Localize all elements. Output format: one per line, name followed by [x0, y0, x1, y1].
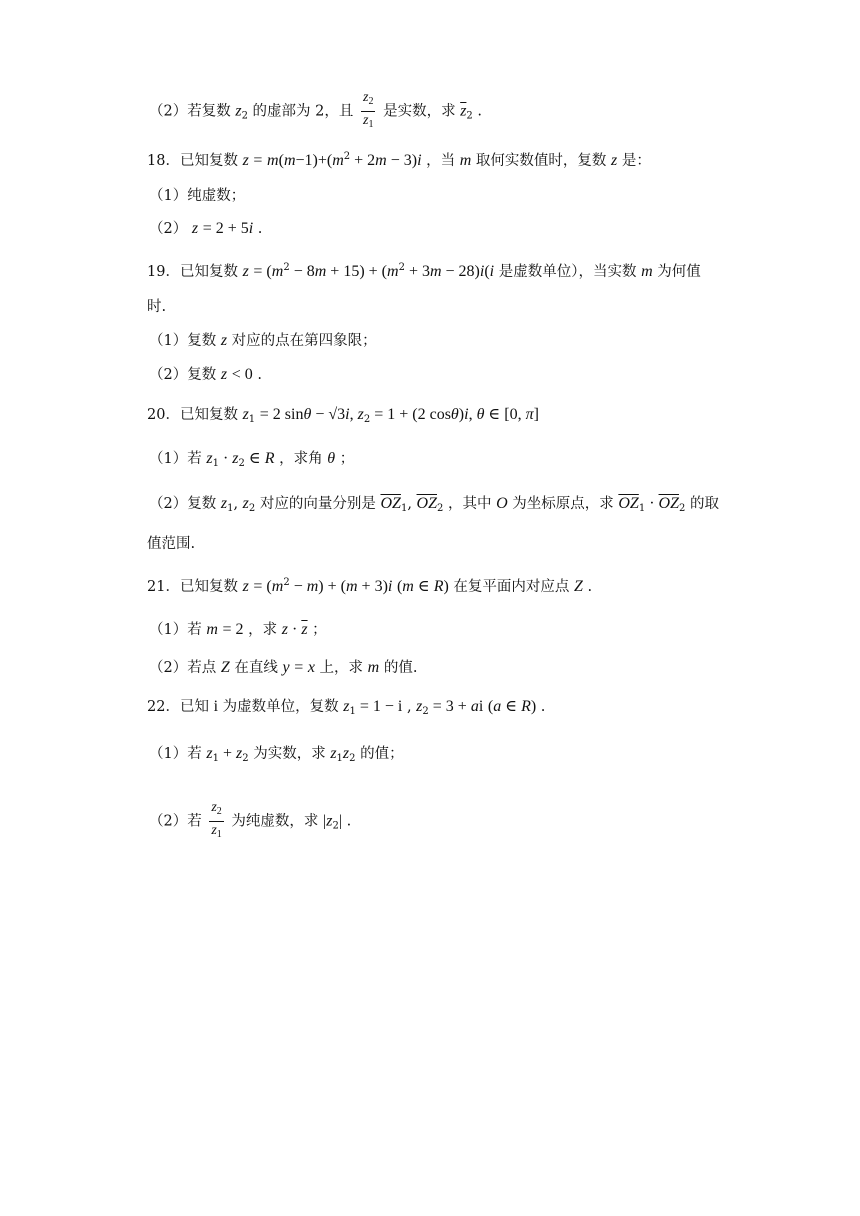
q19-stem-cont: 时.: [147, 299, 167, 315]
fraction-z2-over-z1: $\frac{z_2}{z_1}$: [363, 90, 374, 130]
q18-part2: （2） z = 2 + 5i .: [149, 220, 263, 237]
q22-part1: （1）若 $z_1 + z_2$ 为实数，求 $z_1z_2$ 的值；: [149, 745, 404, 764]
fraction-z2-over-z1-q22: $\frac{z_2}{z_1}$: [211, 800, 222, 840]
q19-stem: 19．已知复数 $z = (m^2 - 8m + 15) + (m^2 + 3m - 28)i(i$ 是虚数单位），当实数 m 为何值: [147, 262, 701, 280]
q21-part1: （1）若 m = 2 ，求 $z \cdot \overline{z}$ ；: [149, 621, 327, 638]
q20-part2-cont: 值范围.: [147, 536, 196, 552]
q20-stem: 20．已知复数 $z_1 = 2$ sinθ − √3i, $z_2 = 1 + (2$ cosθ)i, θ ∈ [0, π]: [147, 406, 539, 425]
q21-part2: （2）若点 Z 在直线 y = x 上，求 m 的值.: [149, 659, 418, 676]
q20-part1: （1）若 $z_1 \cdot z_2$ ∈ R ，求角 θ ；: [149, 450, 355, 469]
q18-part1: （1）纯虚数；: [149, 188, 246, 204]
q21-stem: 21．已知复数 $z = (m^2 - m) + (m + 3)i$ (m ∈ R) 在复平面内对应点 Z .: [147, 577, 593, 595]
q19-part2: （2）复数 z < 0 .: [149, 366, 262, 383]
q17-part2: （2）若复数 $z_2$ 的虚部为 2，且 $\frac{z_2}{z_1}$ 是实数，求 $\overline{z}_2$ .: [149, 90, 482, 133]
q19-part1: （1）复数 z 对应的点在第四象限；: [149, 332, 377, 349]
q22-stem: 22．已知 i 为虚数单位，复数 $z_1 = 1 - i$ , $z_2 = 3$ + ai (a ∈ R) .: [147, 698, 546, 717]
q22-part2: （2）若 $\frac{z_2}{z_1}$ 为纯虚数，求 $|z_2|$ .: [149, 800, 351, 843]
q18-stem: 18．已知复数 $z = m(m-1)+(m^2 + 2m - 3)i$ ，当 m 取何实数值时，复数 z 是：: [147, 151, 651, 169]
q20-part2: （2）复数 $z_1$, $z_2$ 对应的向量分别是 $\overline{OZ}_1$, $\overline{OZ}_2$ ，其中 O 为坐标原点，求 $\overline{OZ}_1 \cdot \overline{OZ}_2$ 的取: [149, 495, 719, 514]
